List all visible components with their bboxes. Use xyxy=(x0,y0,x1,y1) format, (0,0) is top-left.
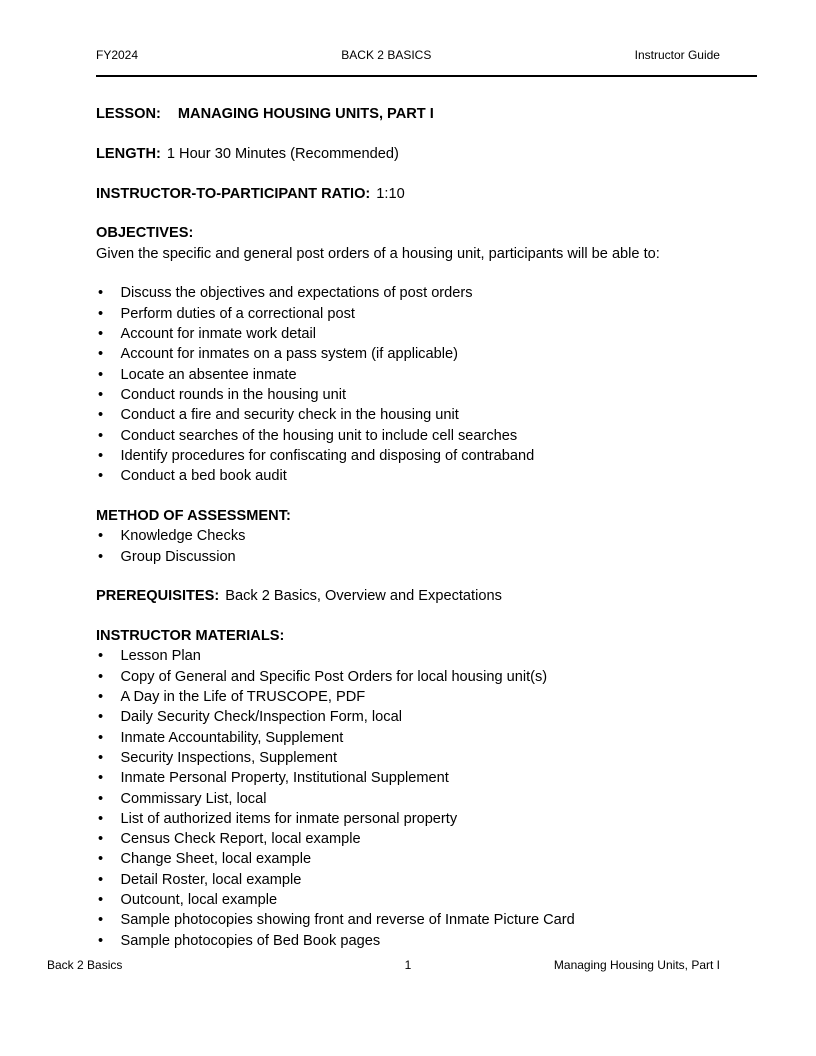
lesson-label: LESSON: xyxy=(96,106,161,122)
list-item: • Conduct rounds in the housing unit xyxy=(96,385,736,405)
prerequisites-line xyxy=(96,586,736,606)
materials-list xyxy=(96,646,736,950)
document-body xyxy=(0,104,816,951)
list-item: • Census Check Report, local example xyxy=(96,829,736,849)
list-item: • Daily Security Check/Inspection Form, local xyxy=(96,707,736,727)
list-item: • Discuss the objectives and expectations of post orders xyxy=(96,283,736,303)
list-item: • Change Sheet, local example xyxy=(96,849,736,869)
list-item: • Outcount, local example xyxy=(96,890,736,910)
list-item: • A Day in the Life of TRUSCOPE, PDF xyxy=(96,687,736,707)
objectives-list xyxy=(96,283,736,486)
ratio-value: 1:10 xyxy=(376,185,405,202)
header-center-text: BACK 2 BASICS xyxy=(341,48,432,62)
materials-label: INSTRUCTOR MATERIALS: xyxy=(96,628,285,645)
objectives-label: OBJECTIVES: xyxy=(96,225,194,242)
page-footer xyxy=(0,958,816,974)
list-item: • Sample photocopies showing front and reverse of Inmate Picture Card xyxy=(96,910,736,930)
list-item: • Knowledge Checks xyxy=(96,526,736,546)
list-item: • Perform duties of a correctional post xyxy=(96,304,736,324)
list-item: • Detail Roster, local example xyxy=(96,870,736,890)
footer-right-text: Managing Housing Units, Part I xyxy=(553,958,720,972)
list-item: • Commissary List, local xyxy=(96,789,736,809)
objectives-intro: Given the specific and general post orders of a housing unit, participants will be able to: xyxy=(96,245,660,262)
prerequisites-label: PREREQUISITES: xyxy=(96,588,220,605)
footer-page-number: 1 xyxy=(404,958,412,972)
list-item: • Security Inspections, Supplement xyxy=(96,748,736,768)
header-row xyxy=(0,48,816,62)
list-item: • Inmate Personal Property, Institutional Supplement xyxy=(96,768,736,788)
list-item: • Copy of General and Specific Post Orders for local housing unit(s) xyxy=(96,667,736,687)
assessment-heading xyxy=(96,506,736,526)
list-item: • Lesson Plan xyxy=(96,646,736,666)
header-left-text: FY2024 xyxy=(96,48,139,62)
list-item: • Conduct searches of the housing unit to include cell searches xyxy=(96,426,736,446)
list-item: • Inmate Accountability, Supplement xyxy=(96,728,736,748)
list-item: • Conduct a bed book audit xyxy=(96,466,736,486)
length-label: LENGTH: xyxy=(96,145,161,162)
length-line xyxy=(96,144,736,164)
ratio-line xyxy=(96,184,736,204)
lesson-line xyxy=(96,104,736,124)
header-rule xyxy=(96,75,757,77)
assessment-label: METHOD OF ASSESSMENT: xyxy=(96,507,291,524)
prerequisites-value: Back 2 Basics, Overview and Expectations xyxy=(225,588,502,605)
header-right-text: Instructor Guide xyxy=(634,48,720,62)
list-item: • Account for inmates on a pass system (if applicable) xyxy=(96,344,736,364)
lesson-title: MANAGING HOUSING UNITS, PART I xyxy=(177,106,434,122)
list-item: • List of authorized items for inmate personal property xyxy=(96,809,736,829)
list-item: • Identify procedures for confiscating and disposing of contraband xyxy=(96,446,736,466)
list-item: • Group Discussion xyxy=(96,547,736,567)
list-item: • Conduct a fire and security check in the housing unit xyxy=(96,405,736,425)
footer-left-text: Back 2 Basics xyxy=(47,958,123,972)
list-item: • Account for inmate work detail xyxy=(96,324,736,344)
list-item: • Sample photocopies of Bed Book pages xyxy=(96,931,736,951)
length-value: 1 Hour 30 Minutes (Recommended) xyxy=(166,145,399,162)
materials-heading xyxy=(96,626,736,646)
ratio-label: INSTRUCTOR-TO-PARTICIPANT RATIO: xyxy=(96,185,371,202)
page-header xyxy=(0,0,816,77)
assessment-list xyxy=(96,526,736,567)
list-item: • Locate an absentee inmate xyxy=(96,365,736,385)
objectives-heading xyxy=(96,223,736,243)
